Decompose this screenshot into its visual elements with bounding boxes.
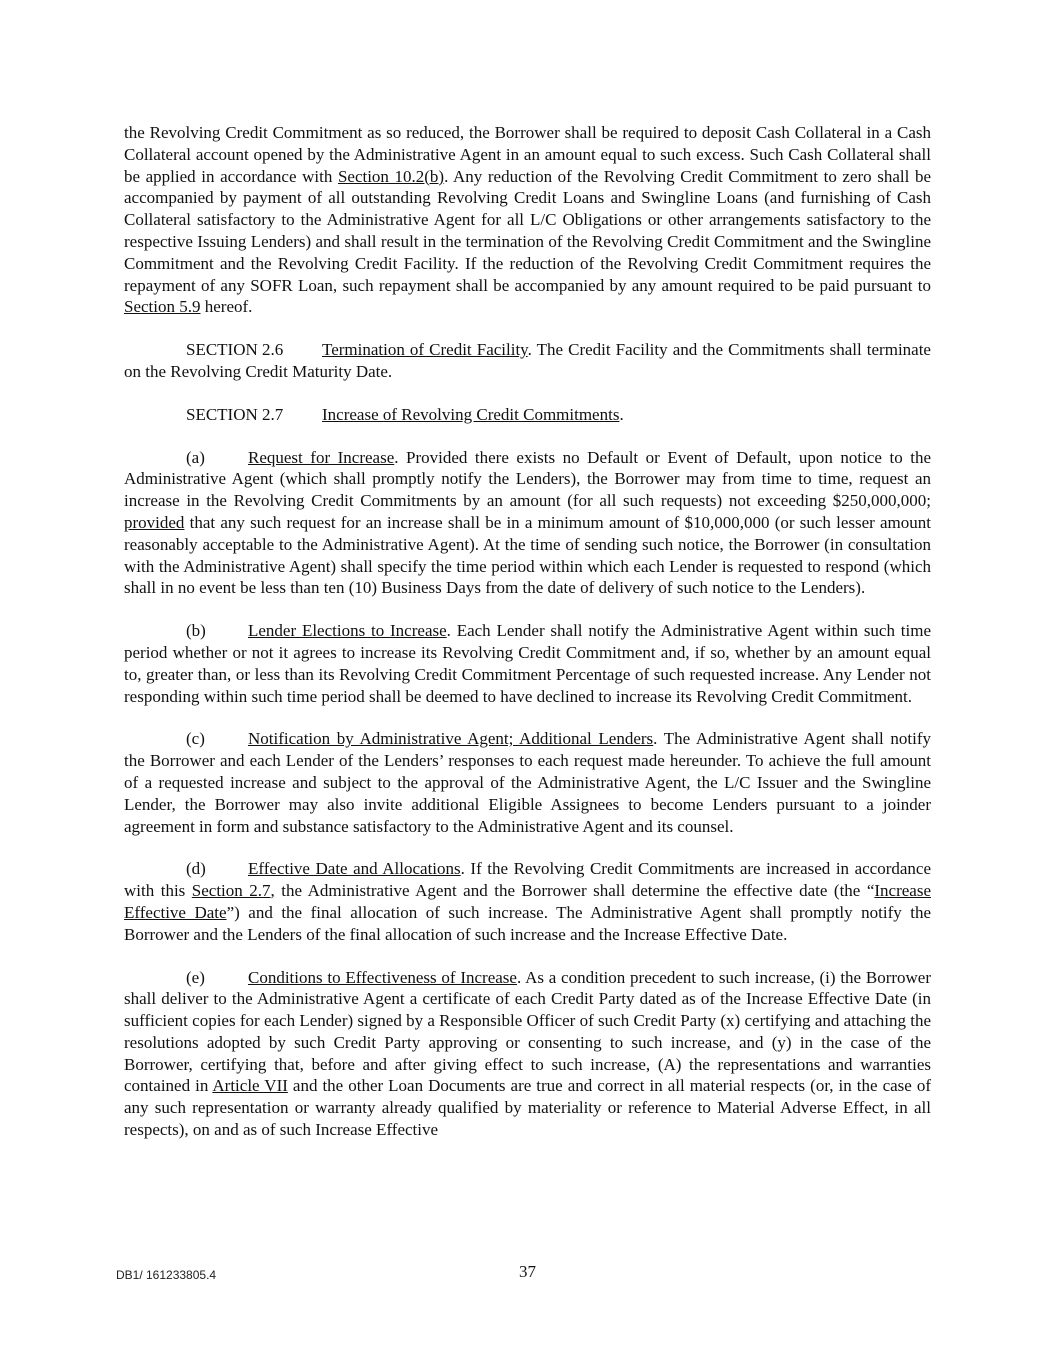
text: ”) and the final allocation of such increase. The Administrative Agent shall promptly notify the Borrower and the Lenders of the final allocation of such increase and the Increase Effective Date. bbox=[124, 902, 932, 944]
section-2-7 bbox=[124, 404, 931, 426]
text: . Provided there exists no Default or Event of Default, upon notice to the Administrative Agent (which shall promptly notify the Lenders), the Borrower may from time to time, request an increase in the Revolving Credit Commitments by an amount (for all such requests) not exceeding $250,000,000; bbox=[124, 447, 931, 511]
clause-label: (e) bbox=[186, 967, 205, 987]
text: . If the Revolving Credit Commitments are increased in accordance with this bbox=[124, 859, 932, 901]
section-heading: Termination of Credit Facility bbox=[322, 340, 528, 360]
section-label: SECTION 2.6 bbox=[186, 340, 284, 360]
text: . The Credit Facility and the Commitments shall terminate on the Revolving Credit Maturity Date. bbox=[124, 340, 931, 381]
clause-label: (d) bbox=[186, 859, 206, 879]
text: . The Administrative Agent shall notify the Borrower and each Lender of the Lenders’ responses to each request made hereunder. To achieve the full amount of a requested increase and subject to the approval of the Administrative Agent, the L/C Issuer and the Swingline Lender, the Borrower may also invite additional Eligible Assignees to become Lenders pursuant to a joinder agreement in form and substance satisfactory to the Administrative Agent and its counsel. bbox=[124, 729, 931, 836]
text: . Any reduction of the Revolving Credit Commitment to zero shall be accompanied by payment of all outstanding Revolving Credit Loans and Swingline Loans (and furnishing of Cash Collateral satisfactory to the Administrative Agent for all L/C Obligations or other arrangements satisfactory to the respective Issuing Lenders) and shall result in the termination of the Revolving Credit Commitment and the Swingline Commitment and the Revolving Credit Facility. If the reduction of the Revolving Credit Commitment requires the repayment of any SOFR Loan, such repayment shall be accompanied by any amount required to be paid pursuant to bbox=[124, 166, 931, 295]
defined-term: provided bbox=[124, 512, 185, 532]
document-body bbox=[124, 122, 931, 1162]
defined-term: Increase Effective Date bbox=[124, 881, 931, 922]
text: that any such request for an increase shall be in a minimum amount of $10,000,000 (or such lesser amount reasonably acceptable to the Administrative Agent). At the time of sending such notice, the Borrower (in consultation with the Administrative Agent) shall specify the time period within which each Lender is requested to respond (which shall in no event be less than ten (10) Business Days from the date of delivery of such notice to the Lenders). bbox=[124, 512, 931, 598]
text: and the other Loan Documents are true and correct in all material respects (or, in the case of any such representation or warranty already qualified by materiality or reference to Material Adverse Effect, in all respects), on and as of such Increase Effective bbox=[124, 1076, 931, 1140]
text: hereof. bbox=[200, 297, 253, 317]
section-reference-link: Section 10.2(b) bbox=[337, 166, 445, 186]
text: . As a condition precedent to such increase, (i) the Borrower shall deliver to the Administrative Agent a certificate of each Credit Party dated as of the Increase Effective Date (in sufficient copies for each Lender) signed by a Responsible Officer of such Credit Party (x) certifying and attaching the resolutions adopted by such Credit Party approving or consenting to such increase, and (y) in the case of the Borrower, certifying that, before and after giving effect to such increase, (A) the representations and warranties contained in bbox=[124, 967, 932, 1096]
clause-heading: Notification by Administrative Agent; Additional Lenders bbox=[248, 729, 654, 749]
text: the Revolving Credit Commitment as so reduced, the Borrower shall be required to deposit Cash Collateral in a Cash Collateral account opened by the Administrative Agent in an amount equal to such excess. Such Cash Collateral shall be applied in accordance with bbox=[124, 123, 931, 186]
text: , the Administrative Agent and the Borrower shall determine the effective date (the “ bbox=[270, 881, 875, 901]
clause-heading: Request for Increase bbox=[248, 447, 395, 467]
text: . Each Lender shall notify the Administrative Agent within such time period whether or not it agrees to increase its Revolving Credit Commitment and, if so, whether by an amount equal to, greater than, or less than its Revolving Credit Commitment Percentage of such requested increase. Any Lender not responding within such time period shall be deemed to have declined to increase its Revolving Credit Commitment. bbox=[124, 621, 931, 706]
clause-heading: Effective Date and Allocations bbox=[248, 859, 461, 879]
article-reference-link: Article VII bbox=[212, 1076, 288, 1096]
section-reference-link: Section 5.9 bbox=[124, 297, 201, 317]
clause-heading: Conditions to Effectiveness of Increase bbox=[248, 967, 517, 987]
text: . bbox=[619, 404, 624, 424]
page-number: 37 bbox=[519, 1262, 536, 1281]
clause-heading: Lender Elections to Increase bbox=[248, 621, 447, 641]
clause-d bbox=[124, 858, 931, 945]
clause-a bbox=[124, 447, 931, 600]
clause-label: (b) bbox=[186, 621, 206, 641]
section-reference-link: Section 2.7 bbox=[191, 881, 271, 901]
document-id: DB1/ 161233805.4 bbox=[116, 1268, 217, 1282]
clause-c bbox=[124, 728, 931, 837]
section-heading: Increase of Revolving Credit Commitments bbox=[322, 404, 620, 424]
clause-label: (c) bbox=[186, 729, 205, 749]
section-label: SECTION 2.7 bbox=[186, 404, 284, 424]
clause-b bbox=[124, 620, 931, 707]
clause-label: (a) bbox=[186, 447, 205, 467]
section-2-6 bbox=[124, 339, 931, 383]
clause-e bbox=[124, 967, 931, 1141]
paragraph-continuation bbox=[124, 122, 931, 318]
